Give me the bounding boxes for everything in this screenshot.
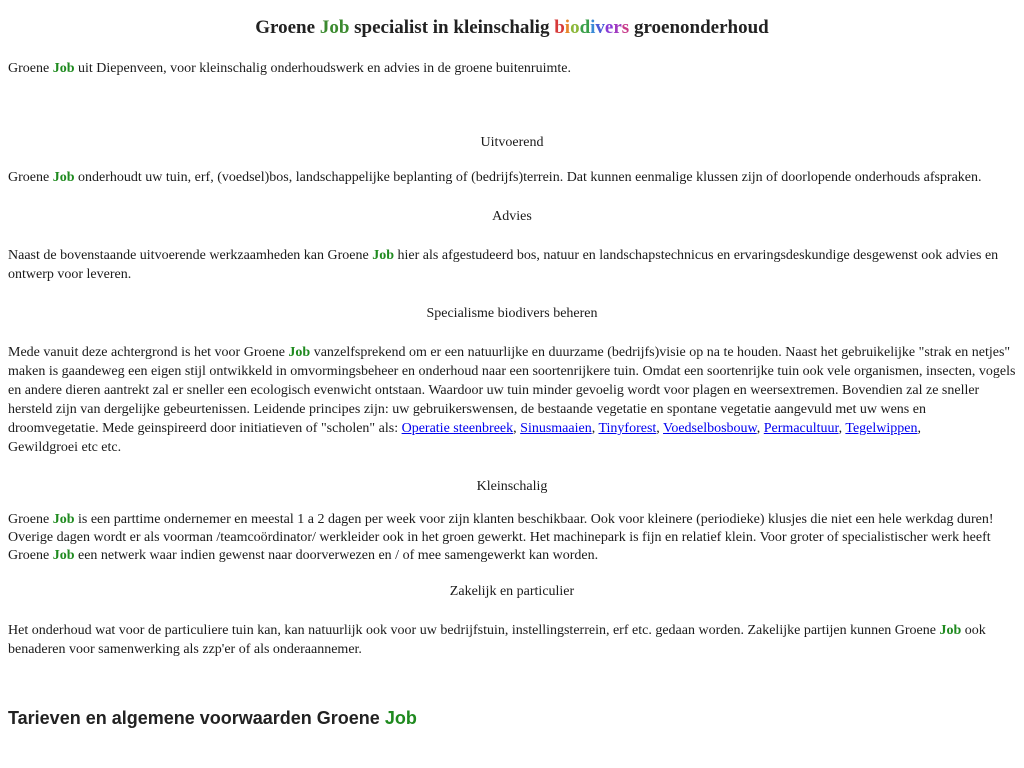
link-tinyforest[interactable]: Tinyforest (598, 421, 657, 436)
title-part-3: groenonderhoud (629, 17, 769, 38)
brand-job: Job (319, 17, 350, 38)
text-mid: is een parttime ondernemer en meestal 1 a 2 dagen per week voor zijn klanten beschikbaar. Ook voor kleinere (periodieke) klusjes die niet een hele werkdag duren! Overige dagen wordt er als voorman /teamcoördinator/ werkleider ook in het groen gewerkt. Het machinepark is fijn en relatief klein. Voor groter of specialistischer werk heeft Groene (8, 512, 994, 563)
rainbow-letter: s (621, 17, 630, 38)
title-part-1: Groene (255, 17, 320, 38)
text-before: Naast de bovenstaande uitvoerende werkzaamheden kan Groene (8, 248, 373, 263)
heading-tarieven (8, 706, 417, 730)
text-before: Mede vanuit deze achtergrond is het voor Groene (8, 345, 289, 360)
heading-advies: Advies (492, 209, 532, 224)
rainbow-letter: v (595, 17, 605, 38)
brand-job: Job (52, 512, 75, 527)
separator: , (838, 421, 846, 436)
text-after: hier als afgestudeerd bos, natuur en landschapstechnicus en ervaringsdeskundige desgewenst ook advies en ontwerp voor leveren. (8, 248, 999, 282)
text-tail: , Gewildgroei etc etc. (8, 421, 921, 455)
text-specialisme (8, 343, 1018, 457)
rainbow-letter: i (564, 17, 571, 38)
text-uitvoerend (8, 168, 1018, 187)
heading-specialisme: Specialisme biodivers beheren (426, 306, 598, 321)
title-part-2: specialist in kleinschalig (349, 17, 555, 38)
brand-job: Job (384, 708, 417, 728)
link-operatie-steenbreek[interactable]: Operatie steenbreek (401, 421, 514, 436)
separator: , (756, 421, 764, 436)
brand-job: Job (52, 170, 75, 185)
rainbow-letter: e (604, 17, 614, 38)
separator: , (591, 421, 599, 436)
text-zakelijk (8, 621, 1018, 659)
text-before: Het onderhoud wat voor de particuliere tuin kan, kan natuurlijk ook voor uw bedrijfstuin, instellingsterrein, erf etc. gedaan worden. Zakelijke partijen kunnen Groene (8, 623, 940, 638)
heading-zakelijk: Zakelijk en particulier (449, 584, 575, 599)
brand-job: Job (939, 623, 962, 638)
text-before: Groene (8, 512, 53, 527)
text-after: een netwerk waar indien gewenst naar doorverwezen en / of mee samengewerkt kan worden. (74, 548, 599, 563)
rainbow-letter: d (579, 17, 591, 38)
intro-before: Groene (8, 61, 53, 76)
heading-kleinschalig: Kleinschalig (476, 479, 548, 494)
text-kleinschalig (8, 511, 1018, 565)
title-biodivers (554, 17, 629, 38)
link-voedselbosbouw[interactable]: Voedselbosbouw (663, 421, 757, 436)
brand-job: Job (288, 345, 311, 360)
separator: , (513, 421, 521, 436)
rainbow-letter: i (590, 17, 596, 38)
link-permacultuur[interactable]: Permacultuur (763, 421, 839, 436)
intro-text (8, 59, 571, 78)
text-after: onderhoudt uw tuin, erf, (voedsel)bos, landschappelijke beplanting of (bedrijfs)terrein. Dat kunnen eenmalige klussen zijn of doorlopende onderhouds afspraken. (74, 170, 982, 185)
brand-job: Job (52, 548, 75, 563)
text-before: Groene (8, 170, 53, 185)
tarieven-before: Tarieven en algemene voorwaarden Groene (8, 708, 385, 728)
separator: , (656, 421, 664, 436)
rainbow-letter: b (554, 17, 565, 38)
link-sinusmaaien[interactable]: Sinusmaaien (520, 421, 592, 436)
brand-job: Job (372, 248, 395, 263)
link-tegelwippen[interactable]: Tegelwippen (845, 421, 918, 436)
site-title (8, 0, 1016, 39)
rainbow-letter: o (570, 17, 580, 38)
text-after: vanzelfsprekend om er een natuurlijke en duurzame (bedrijfs)visie op na te houden. Naast het gebruikelijke "strak en netjes" maken is gaandeweg een eigen stijl ontwikkeld in omvormingsbeheer en onderhoud naar een soortenrijkere tuin. Omdat een soortenrijke tuin ook vele organismen, insecten, vogels en andere dieren aantrekt zal er sneller een ecologisch evenwicht ontstaan. Waardoor uw tuin minder gevoelig wordt voor plagen en weersextremen. Bovendien zal ze sneller hersteld zijn van dergelijke gebeurtenissen. Leidende principes zijn: uw gebruikerswensen, de bestaande vegetatie en spontane vegetatie aangevuld met uw wens en droomvegetatie. Mede geinspireerd door initiatieven of "scholen" als: (8, 345, 1016, 436)
text-advies (8, 246, 1018, 284)
text-after: ook benaderen voor samenwerking als zzp'er of als onderaannemer. (8, 623, 986, 657)
brand-job: Job (52, 61, 75, 76)
heading-uitvoerend: Uitvoerend (480, 135, 544, 150)
rainbow-letter: r (613, 17, 622, 38)
intro-after: uit Diepenveen, voor kleinschalig onderhoudswerk en advies in de groene buitenruimte. (74, 61, 571, 76)
